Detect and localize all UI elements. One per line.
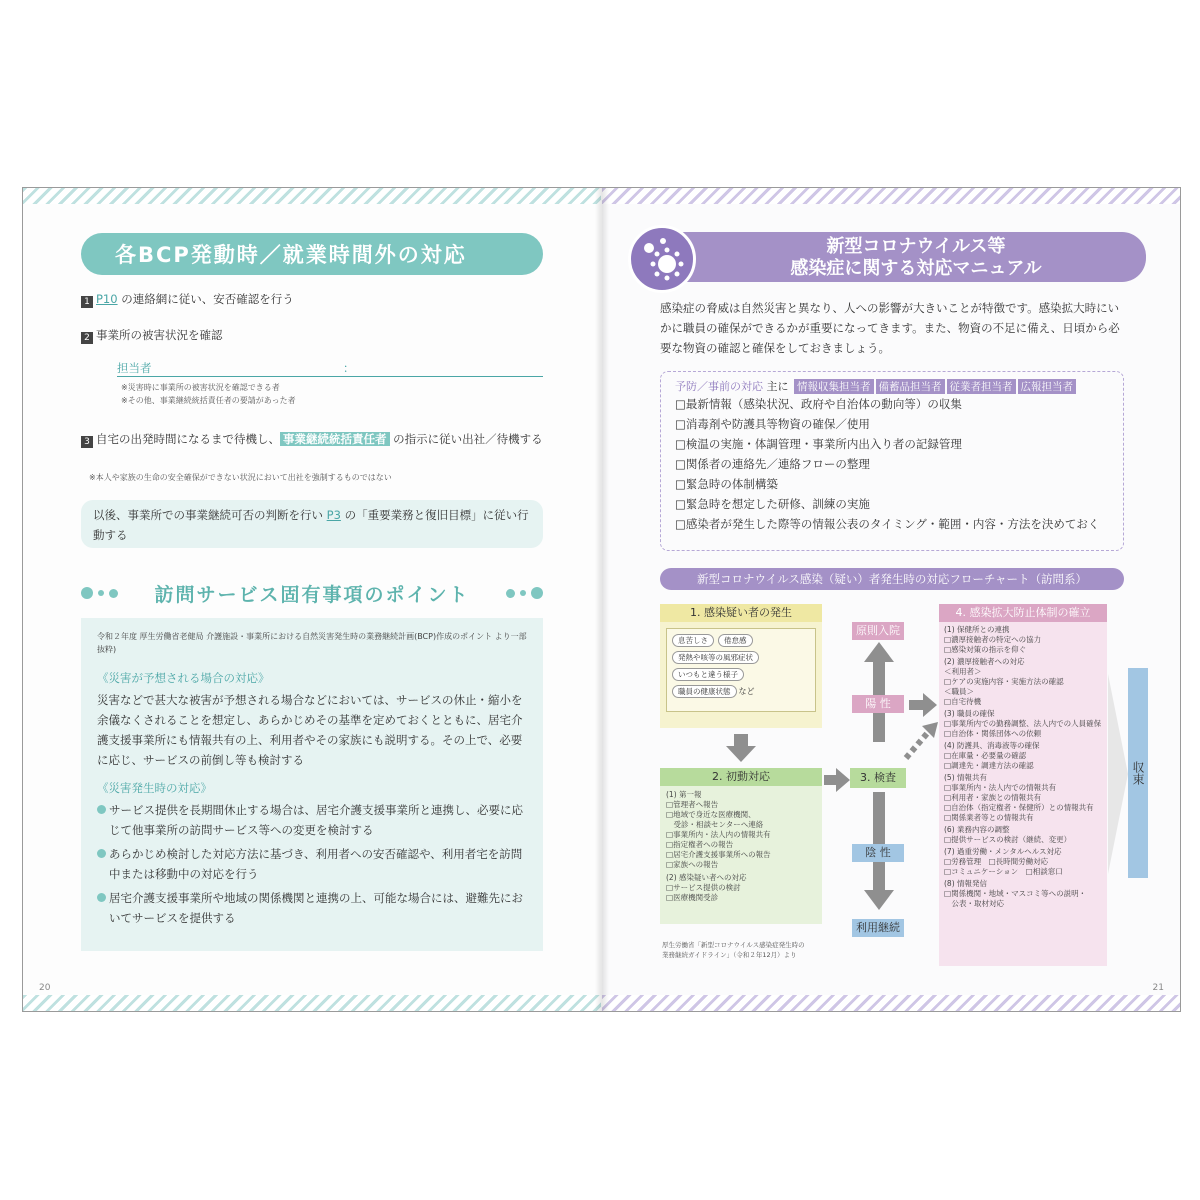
flowchart-title: 新型コロナウイルス感染（疑い）者発生時の対応フローチャート（訪問系） [660, 568, 1124, 590]
footnote-line: 業務継続ガイドライン」（令和２年12月）より [662, 951, 797, 959]
list-item: □自治体・関係団体への依頼 [944, 729, 1042, 738]
arrow-up-icon [864, 642, 894, 742]
checklist-item[interactable]: □関係者の連絡先／連絡フローの整理 [675, 457, 870, 471]
initial-response-list [660, 786, 822, 907]
symptom-pill: 発熱や咳等の風邪症状 [672, 651, 759, 664]
page-title: 各BCP発動時／就業時間外の対応 [81, 233, 543, 275]
checklist-item[interactable]: □感染者が発生した際等の情報公表のタイミング・範囲・内容・方法を決めておく [675, 517, 1100, 531]
subheading-during-disaster: 《災害発生時の対応》 [97, 781, 212, 795]
role-tag: 従業者担当者 [947, 379, 1016, 394]
virus-icon [628, 225, 696, 293]
symptom-pill: 職員の健康状態 [672, 685, 737, 698]
right-page [602, 188, 1180, 1011]
arrow-right-icon [1108, 674, 1128, 874]
list-item: □濃厚接触者の特定への協力 [944, 635, 1042, 644]
step-number: 2 [81, 332, 93, 344]
step-3-note: ※本人や家族の生命の安全確保ができない状況において出社を強制するものではない [89, 473, 392, 482]
list-item: (2) 感染疑い者への対応 [666, 873, 747, 882]
list-item: □自治体（指定権者・保健所）との情報共有 [944, 803, 1094, 812]
arrow-right-icon [824, 768, 850, 792]
left-page [23, 188, 601, 1011]
negative-label: 陰 性 [852, 844, 904, 862]
flow-box-4 [939, 604, 1107, 966]
checklist-item[interactable]: □最新情報（感染状況、政府や自治体の動向等）の収集 [675, 397, 962, 411]
step-text: 自宅の出発時間になるまで待機し、 [96, 432, 280, 446]
footnote [662, 940, 842, 960]
page-link-p3[interactable]: P3 [326, 508, 341, 522]
continue-use-label: 利用継続 [852, 919, 904, 937]
role-tag: 情報収集担当者 [794, 379, 874, 394]
list-item: □提供サービスの検討（継続、変更） [944, 835, 1072, 844]
dots-left [81, 587, 118, 599]
bullet-item: あらかじめ検討した対応方法に基づき、利用者への安否確認や、利用者宅を訪問中または移動中の対応を行う [97, 844, 527, 884]
list-item: (8) 情報発信 [944, 879, 988, 888]
page-number: 21 [1152, 983, 1164, 993]
checklist-item[interactable]: □消毒剤や防護具等物資の確保／使用 [675, 417, 870, 431]
list-item: □事業所内・法人内での情報共有 [944, 783, 1057, 792]
flow-box-title: 4. 感染拡大防止体制の確立 [939, 604, 1107, 622]
list-item: □管理者へ報告 [666, 800, 719, 809]
booklet-spread [22, 187, 1181, 1012]
step-text: の指示に従い出社／待機する [389, 432, 543, 446]
list-item: □関係業者等との情報共有 [944, 813, 1034, 822]
list-item: (3) 職員の確保 [944, 709, 995, 718]
dots-right [506, 587, 543, 599]
symptom-suffix: など [738, 687, 755, 696]
page-title [646, 232, 1146, 282]
tanto-note: ※災害時に事業所の被害状況を確認できる者 [121, 383, 280, 392]
symptom-pill: 倦怠感 [718, 634, 753, 647]
stripe-border-bottom [602, 995, 1180, 1011]
list-item: □医療機関受診 [666, 893, 719, 902]
list-item: □利用者・家族との情報共有 [944, 793, 1042, 802]
arrow-right-icon [909, 693, 937, 717]
convergence-label: 収束 [1128, 668, 1148, 878]
callout-text: の「重要業務と復旧目標」に従い行動する [93, 508, 529, 542]
list-item: □在庫量・必要量の確認 [944, 751, 1027, 760]
list-item: ＜利用者＞ [944, 667, 982, 676]
callout-text: 以後、事業所での事業継続可否の判断を行い [93, 508, 327, 522]
hospitalization-label: 原則入院 [852, 622, 904, 640]
section-title: 訪問サービス固有事項のポイント [154, 583, 470, 606]
symptom-pill: 息苦しさ [672, 634, 714, 647]
step-1 [81, 289, 551, 309]
list-item: □サービス提供の検討 [666, 883, 741, 892]
title-line: 新型コロナウイルス等 [826, 236, 1006, 257]
prevention-checklist [660, 371, 1124, 551]
tanto-note: ※その他、事業継続統括責任者の要請があった者 [121, 396, 296, 405]
list-item: □ケアの実施内容・実施方法の確認 [944, 677, 1064, 686]
symptom-list [666, 628, 816, 712]
list-item: (1) 保健所との連携 [944, 625, 1010, 634]
list-item: 受診・相談センターへ連絡 [666, 820, 764, 829]
title-line: 感染症に関する対応マニュアル [790, 258, 1042, 279]
step-number: 1 [81, 296, 93, 308]
list-item: □感染対策の指示を仰ぐ [944, 645, 1027, 654]
tanto-field[interactable] [117, 360, 543, 377]
list-item: □指定権者への報告 [666, 840, 734, 849]
test-label: 3. 検査 [850, 768, 906, 788]
list-item: (4) 防護具、消毒液等の確保 [944, 741, 1040, 750]
checklist-item[interactable]: □緊急時の体制構築 [675, 477, 778, 491]
flow-box-title: 1. 感染疑い者の発生 [660, 604, 822, 622]
page-number: 20 [39, 983, 51, 993]
step-3 [81, 429, 551, 449]
list-item: □地域で身近な医療機関、 [666, 810, 756, 819]
positive-label: 陽 性 [852, 695, 904, 713]
step-number: 3 [81, 436, 93, 448]
list-item: □事業所内での勤務調整、法人内での人員確保 [944, 719, 1102, 728]
list-item: 公表・取材対応 [944, 899, 1004, 908]
flow-box-title: 2. 初動対応 [660, 768, 822, 786]
checklist-item[interactable]: □検温の実施・体調管理・事業所内出入り者の記録管理 [675, 437, 962, 451]
list-item: (1) 第一報 [666, 790, 702, 799]
tanto-label: 担当者 [117, 361, 152, 375]
list-item: ＜職員＞ [944, 687, 974, 696]
highlight-role: 事業継続統括責任者 [280, 432, 390, 446]
list-item: □労務管理 □長時間労働対応 [944, 857, 1049, 866]
list-item: □調達先・調達方法の確認 [944, 761, 1034, 770]
arrow-diagonal-icon [902, 720, 940, 762]
tanto-notes [121, 381, 296, 407]
step-text: の連絡網に従い、安否確認を行う [117, 292, 294, 306]
tanto-colon: ： [343, 361, 355, 375]
checklist-header [675, 378, 1109, 394]
bullet-item: サービス提供を長期間休止する場合は、居宅介護支援事業所と連携し、必要に応じて他事業所の訪問サービス等への変更を検討する [97, 800, 527, 840]
stripe-border-top [602, 188, 1180, 204]
points-box [81, 618, 543, 951]
list-item: □事業所内・法人内の情報共有 [666, 830, 771, 839]
bullet-item: 居宅介護支援事業所や地域の関係機関と連携の上、可能な場合には、避難先においてサービスを提供する [97, 888, 527, 928]
checklist-mid: 主に [763, 380, 789, 393]
stripe-border-top [23, 188, 601, 204]
list-item: (7) 過重労働・メンタルヘルス対応 [944, 847, 1062, 856]
list-item: (2) 濃厚接触者への対応 [944, 657, 1025, 666]
intro-text: 感染症の脅威は自然災害と異なり、人への影響が大きいことが特徴です。感染拡大時にいかに職員の確保ができるかが重要になってきます。また、物資の不足に備え、日頃から必要な物資の確認と確保をしておきましょう。 [660, 301, 1120, 355]
list-item: □居宅介護支援事業所への報告 [666, 850, 771, 859]
prevention-system-list [939, 622, 1107, 912]
list-item: (5) 情報共有 [944, 773, 988, 782]
checklist-item[interactable]: □緊急時を想定した研修、訓練の実施 [675, 497, 870, 511]
arrow-down-icon [726, 734, 756, 762]
role-tag: 備蓄品担当者 [876, 379, 945, 394]
list-item: □家族への報告 [666, 860, 719, 869]
footnote-line: 厚生労働省「新型コロナウイルス感染症発生時の [662, 941, 805, 949]
list-item: □関係機関・地域・マスコミ等への説明・ [944, 889, 1087, 898]
flow-box-1 [660, 604, 822, 728]
source-citation: 令和２年度 厚生労働省老健局 介護施設・事業所における自然災害発生時の業務継続計画(BCP)作成のポイント より一部抜粋) [97, 632, 527, 654]
step-text: 事業所の被害状況を確認 [96, 328, 223, 342]
book-gutter [595, 188, 609, 1011]
stripe-border-bottom [23, 995, 601, 1011]
subheading-before-disaster: 《災害が予想される場合の対応》 [97, 671, 270, 685]
list-item: □コミュニケーション □相談窓口 [944, 867, 1063, 876]
flow-box-2 [660, 768, 822, 924]
body-text: 災害などで甚大な被害が予想される場合などにおいては、サービスの休止・縮小を余儀なくされることを想定し、あらかじめその基準を定めておくとともに、居宅介護支援事業所にも情報共有の上、利用者やその家族にも説明する。その上で、必要に応じ、サービスの前倒し等も検討する [97, 693, 523, 767]
callout-box [81, 500, 543, 548]
step-2 [81, 325, 551, 345]
symptom-pill: いつもと違う様子 [672, 668, 744, 681]
list-item: □自宅待機 [944, 697, 982, 706]
checklist-title: 予防／事前の対応 [675, 380, 763, 393]
page-link-p10[interactable]: P10 [96, 292, 118, 306]
role-tag: 広報担当者 [1018, 379, 1077, 394]
list-item: (6) 業務内容の調整 [944, 825, 1010, 834]
section-header [81, 578, 543, 608]
